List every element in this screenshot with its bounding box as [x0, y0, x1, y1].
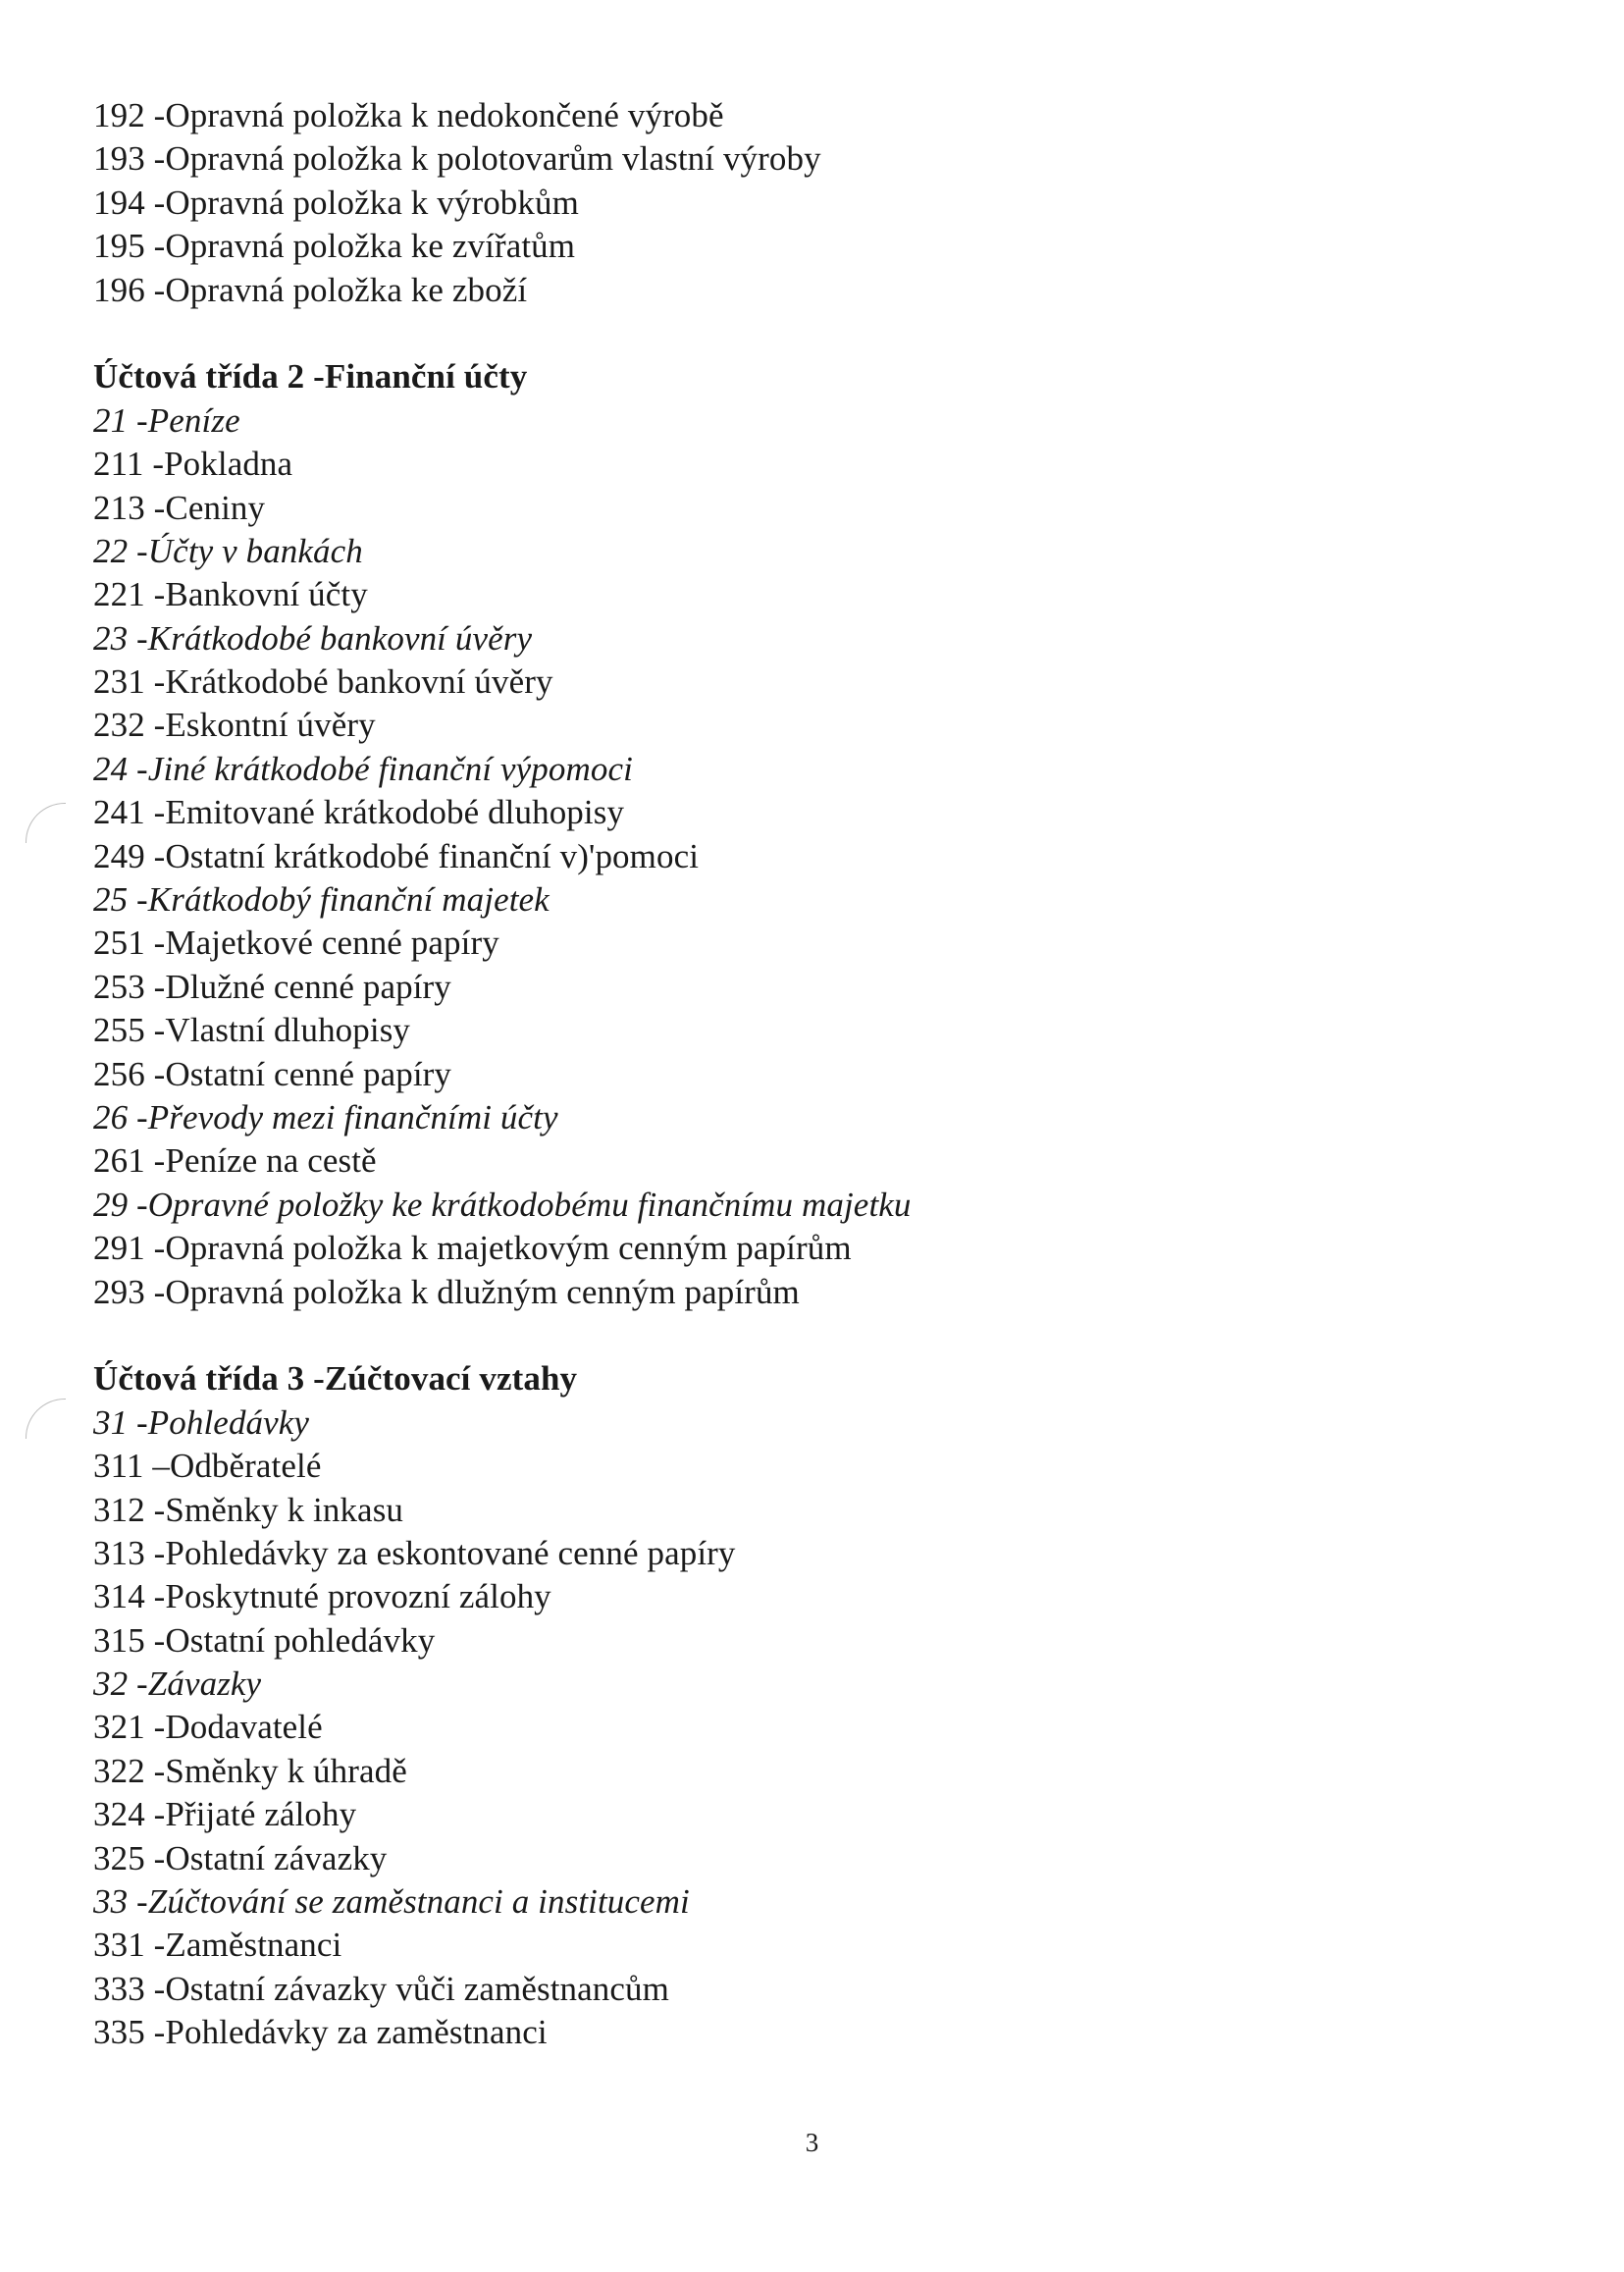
account-item: 291 -Opravná položka k majetkovým cenným papírům	[93, 1229, 852, 1268]
account-item: 221 -Bankovní účty	[93, 575, 368, 614]
account-item: 193 -Opravná položka k polotovarům vlastní výroby	[93, 139, 821, 179]
account-item: 335 -Pohledávky za zaměstnanci	[93, 2013, 548, 2052]
account-group: 23 -Krátkodobé bankovní úvěry	[93, 618, 533, 658]
account-item: 325 -Ostatní závazky	[93, 1838, 388, 1877]
account-item: 331 -Zaměstnanci	[93, 1926, 342, 1965]
account-item: 315 -Ostatní pohledávky	[93, 1620, 436, 1660]
account-item: 261 -Peníze na cestě	[93, 1141, 377, 1181]
account-item: 313 -Pohledávky za eskontované cenné papíry	[93, 1533, 736, 1572]
account-item: 249 -Ostatní krátkodobé finanční v)'pomoci	[93, 836, 700, 875]
account-item: 232 -Eskontní úvěry	[93, 706, 376, 745]
account-item: 333 -Ostatní závazky vůči zaměstnancům	[93, 1969, 669, 2008]
section-gap	[93, 312, 1526, 355]
account-group: 26 -Převody mezi finančními účty	[93, 1097, 558, 1136]
account-class-heading: Účtová třída 3 -Zúčtovací vztahy	[93, 1359, 578, 1399]
account-item: 314 -Poskytnuté provozní zálohy	[93, 1577, 551, 1616]
account-group: 22 -Účty v bankách	[93, 531, 363, 570]
account-item: 194 -Opravná položka k výrobkům	[93, 183, 579, 222]
account-item: 311 –Odběratelé	[93, 1447, 322, 1486]
account-group: 31 -Pohledávky	[93, 1402, 310, 1442]
page-number: 3	[805, 2128, 819, 2157]
account-list	[93, 94, 1526, 2055]
account-item: 241 -Emitované krátkodobé dluhopisy	[93, 793, 625, 832]
punch-hole-mark-upper	[26, 803, 66, 843]
account-item: 192 -Opravná položka k nedokončené výrobě	[93, 96, 724, 134]
account-item: 321 -Dodavatelé	[93, 1708, 323, 1747]
account-group: 24 -Jiné krátkodobé finanční výpomoci	[93, 749, 633, 788]
account-item: 253 -Dlužné cenné papíry	[93, 967, 451, 1006]
account-item: 324 -Přijaté zálohy	[93, 1795, 357, 1834]
account-class-heading: Účtová třída 2 -Finanční účty	[93, 357, 528, 396]
account-group: 25 -Krátkodobý finanční majetek	[93, 880, 550, 920]
account-item: 255 -Vlastní dluhopisy	[93, 1011, 411, 1050]
section-gap	[93, 1314, 1526, 1357]
account-item: 322 -Směnky k úhradě	[93, 1751, 407, 1790]
account-item: 213 -Ceniny	[93, 488, 266, 527]
account-item: 196 -Opravná položka ke zboží	[93, 270, 528, 309]
account-item: 256 -Ostatní cenné papíry	[93, 1054, 452, 1093]
account-group: 29 -Opravné položky ke krátkodobému finančnímu majetku	[93, 1185, 912, 1224]
account-item: 251 -Majetkové cenné papíry	[93, 924, 499, 963]
punch-hole-mark-lower	[26, 1399, 66, 1439]
account-group: 21 -Peníze	[93, 400, 240, 440]
account-item: 211 -Pokladna	[93, 445, 293, 484]
account-item: 231 -Krátkodobé bankovní úvěry	[93, 662, 553, 702]
account-group: 33 -Zúčtování se zaměstnanci a institucemi	[93, 1882, 690, 1922]
account-item: 312 -Směnky k inkasu	[93, 1490, 404, 1529]
account-item: 293 -Opravná položka k dlužným cenným papírům	[93, 1272, 800, 1311]
account-item: 195 -Opravná položka ke zvířatům	[93, 227, 576, 266]
account-group: 32 -Závazky	[93, 1664, 262, 1704]
